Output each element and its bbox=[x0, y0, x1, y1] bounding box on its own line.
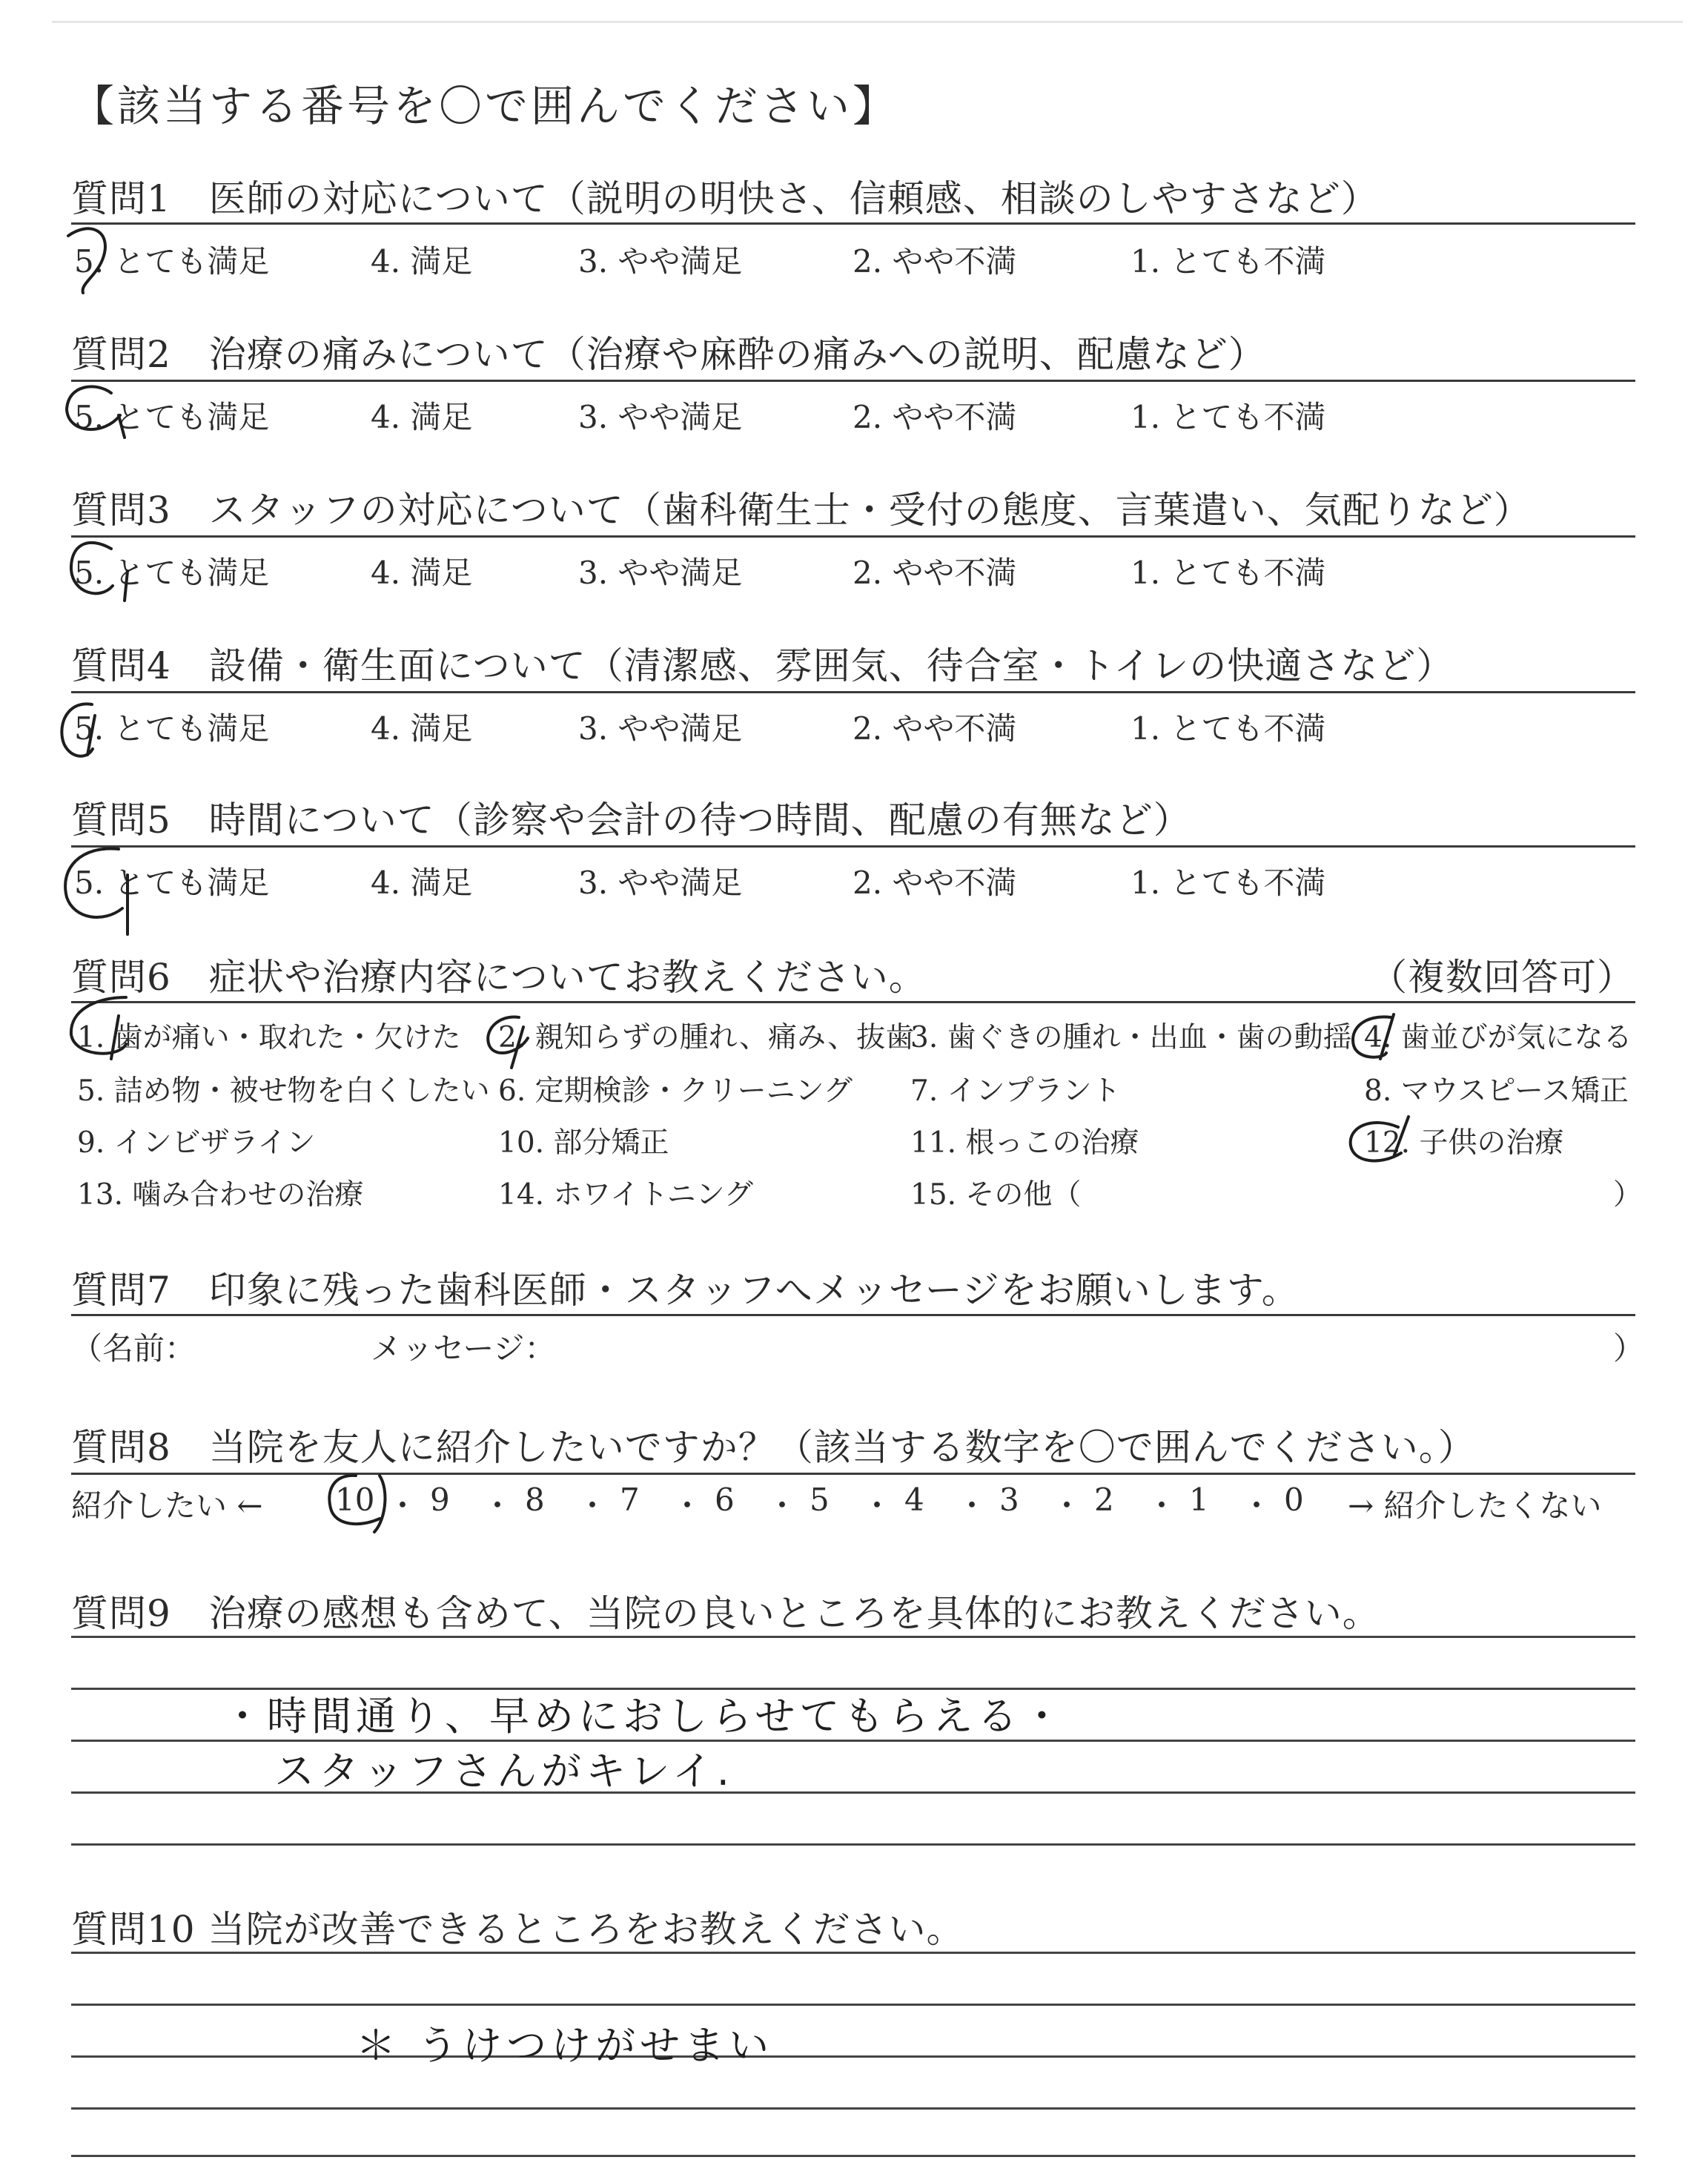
q1-title: 質問1 医師の対応について（説明の明快さ、信頼感、相談のしやすさなど） bbox=[71, 177, 1379, 220]
q5-title: 質問5 時間について（診察や会計の待つ時間、配慮の有無など） bbox=[71, 799, 1191, 842]
q8-scale-value[interactable]: 5 bbox=[810, 1482, 830, 1518]
q8-scale-separator: ・ bbox=[672, 1487, 704, 1524]
q6-item-9[interactable]: 9. インビザライン bbox=[77, 1126, 316, 1160]
q4-option-5[interactable]: 5. とても満足 bbox=[74, 710, 270, 747]
q10-line bbox=[71, 2004, 1635, 2006]
q8-scale-separator: ・ bbox=[1146, 1487, 1178, 1524]
q4-option-3[interactable]: 3. やや満足 bbox=[578, 710, 743, 747]
q8-scale-value[interactable]: 0 bbox=[1284, 1482, 1304, 1518]
q5-rule bbox=[71, 845, 1635, 848]
q6-item-2[interactable]: 2. 親知らずの腫れ、痛み、抜歯 bbox=[498, 1021, 915, 1054]
q2-option-3[interactable]: 3. やや満足 bbox=[578, 399, 743, 435]
q5-option-3[interactable]: 3. やや満足 bbox=[578, 865, 743, 901]
q4-title: 質問4 設備・衛生面について（清潔感、雰囲気、待合室・トイレの快適さなど） bbox=[71, 644, 1454, 687]
q1-option-4[interactable]: 4. 満足 bbox=[371, 243, 473, 280]
q10-title: 質問10 当院が改善できるところをお教えください。 bbox=[71, 1908, 964, 1951]
q4-option-2[interactable]: 2. やや不満 bbox=[853, 710, 1017, 747]
q2-option-1[interactable]: 1. とても不満 bbox=[1131, 399, 1326, 435]
q3-option-1[interactable]: 1. とても不満 bbox=[1131, 555, 1326, 591]
q2-title: 質問2 治療の痛みについて（治療や麻酔の痛みへの説明、配慮など） bbox=[71, 333, 1266, 376]
q6-item-11[interactable]: 11. 根っこの治療 bbox=[910, 1126, 1139, 1160]
q6-item-5[interactable]: 5. 詰め物・被せ物を白くしたい bbox=[77, 1074, 490, 1108]
q6-multiple-note: （複数回答可） bbox=[1370, 956, 1635, 999]
q3-option-3[interactable]: 3. やや満足 bbox=[578, 555, 743, 591]
q10-line bbox=[71, 2155, 1635, 2157]
q8-scale-value[interactable]: 7 bbox=[620, 1482, 640, 1518]
q6-item-3[interactable]: 3. 歯ぐきの腫れ・出血・歯の動揺 bbox=[910, 1021, 1352, 1054]
scan-top-edge bbox=[52, 21, 1683, 23]
q5-option-1[interactable]: 1. とても不満 bbox=[1131, 865, 1326, 901]
q3-option-2[interactable]: 2. やや不満 bbox=[853, 555, 1017, 591]
q5-option-4[interactable]: 4. 満足 bbox=[371, 865, 473, 901]
q1-option-3[interactable]: 3. やや満足 bbox=[578, 243, 743, 280]
q8-rule bbox=[71, 1473, 1635, 1475]
q6-other-close: ） bbox=[1613, 1178, 1643, 1212]
q8-scale-value[interactable]: 6 bbox=[715, 1482, 735, 1518]
q8-scale-separator: ・ bbox=[767, 1487, 798, 1524]
q6-item-10[interactable]: 10. 部分矯正 bbox=[498, 1126, 669, 1160]
q8-scale-separator: ・ bbox=[861, 1487, 893, 1524]
q6-rule bbox=[71, 1001, 1635, 1003]
q10-line bbox=[71, 2055, 1635, 2058]
q8-scale-value[interactable]: 1 bbox=[1189, 1482, 1209, 1518]
q8-scale-separator: ・ bbox=[1051, 1487, 1083, 1524]
q8-scale-value[interactable]: 3 bbox=[999, 1482, 1019, 1518]
q8-left-label: 紹介したい ← bbox=[71, 1487, 263, 1524]
q9-title: 質問9 治療の感想も含めて、当院の良いところを具体的にお教えください。 bbox=[71, 1592, 1380, 1635]
q5-option-5[interactable]: 5. とても満足 bbox=[74, 865, 270, 901]
q4-rule bbox=[71, 691, 1635, 693]
q8-scale-value[interactable]: 2 bbox=[1094, 1482, 1114, 1518]
q8-scale-value[interactable]: 10 bbox=[335, 1482, 375, 1518]
q2-option-4[interactable]: 4. 満足 bbox=[371, 399, 473, 435]
q8-scale-separator: ・ bbox=[1241, 1487, 1273, 1524]
q1-option-1[interactable]: 1. とても不満 bbox=[1131, 243, 1326, 280]
q10-answer-line-1[interactable]: ＊ うけつけがせまい bbox=[356, 2022, 774, 2069]
q7-title: 質問7 印象に残った歯科医師・スタッフへメッセージをお願いします。 bbox=[71, 1269, 1300, 1312]
q4-option-1[interactable]: 1. とても不満 bbox=[1131, 710, 1326, 747]
q2-option-5[interactable]: 5. とても満足 bbox=[74, 399, 270, 435]
q6-item-7[interactable]: 7. インプラント bbox=[910, 1074, 1121, 1108]
q9-line bbox=[71, 1636, 1635, 1638]
q5-option-2[interactable]: 2. やや不満 bbox=[853, 865, 1017, 901]
q6-item-4[interactable]: 4. 歯並びが気になる bbox=[1364, 1021, 1632, 1054]
q7-rule bbox=[71, 1314, 1635, 1316]
q6-item-8[interactable]: 8. マウスピース矯正 bbox=[1364, 1074, 1629, 1108]
q1-rule bbox=[71, 222, 1635, 225]
q6-item-15[interactable]: 15. その他（ bbox=[910, 1178, 1082, 1212]
q8-scale-separator: ・ bbox=[577, 1487, 609, 1524]
q6-title: 質問6 症状や治療内容についてお教えください。 bbox=[71, 956, 927, 999]
q8-scale-value[interactable]: 8 bbox=[525, 1482, 545, 1518]
q8-scale-value[interactable]: 4 bbox=[904, 1482, 924, 1518]
q8-right-label: → 紹介したくない bbox=[1348, 1487, 1602, 1524]
q6-item-1[interactable]: 1. 歯が痛い・取れた・欠けた bbox=[77, 1021, 461, 1054]
q8-title: 質問8 当院を友人に紹介したいですか？（該当する数字を〇で囲んでください。） bbox=[71, 1426, 1476, 1469]
q2-option-2[interactable]: 2. やや不満 bbox=[853, 399, 1017, 435]
q3-rule bbox=[71, 535, 1635, 538]
q9-line bbox=[71, 1843, 1635, 1846]
q8-scale-separator: ・ bbox=[482, 1487, 514, 1524]
q3-option-4[interactable]: 4. 満足 bbox=[371, 555, 473, 591]
q9-answer-line-1[interactable]: ・時間通り、早めにおしらせてもらえる・ bbox=[222, 1693, 1067, 1740]
q6-item-6[interactable]: 6. 定期検診・クリーニング bbox=[498, 1074, 853, 1108]
q8-scale-separator: ・ bbox=[956, 1487, 988, 1524]
q7-close: ） bbox=[1613, 1330, 1645, 1367]
q8-scale-value[interactable]: 9 bbox=[430, 1482, 450, 1518]
q3-option-5[interactable]: 5. とても満足 bbox=[74, 555, 270, 591]
q2-rule bbox=[71, 380, 1635, 382]
q7-message-label: メッセージ： bbox=[371, 1330, 556, 1367]
q6-item-14[interactable]: 14. ホワイトニング bbox=[498, 1178, 753, 1212]
q9-answer-line-2[interactable]: スタッフさんがキレイ. bbox=[274, 1748, 734, 1794]
q10-line bbox=[71, 2107, 1635, 2110]
q8-scale-separator: ・ bbox=[387, 1487, 419, 1524]
q6-item-12[interactable]: 12. 子供の治療 bbox=[1364, 1126, 1564, 1160]
q3-title: 質問3 スタッフの対応について（歯科衛生士・受付の態度、言葉遣い、気配りなど） bbox=[71, 489, 1532, 532]
q7-name-label: （名前： bbox=[71, 1330, 196, 1367]
q6-item-13[interactable]: 13. 噛み合わせの治療 bbox=[77, 1178, 364, 1212]
q4-option-4[interactable]: 4. 満足 bbox=[371, 710, 473, 747]
q10-line bbox=[71, 1952, 1635, 1954]
q1-option-2[interactable]: 2. やや不満 bbox=[853, 243, 1017, 280]
page-title: 【該当する番号を〇で囲んでください】 bbox=[71, 81, 899, 131]
q1-option-5[interactable]: 5. とても満足 bbox=[74, 243, 270, 280]
